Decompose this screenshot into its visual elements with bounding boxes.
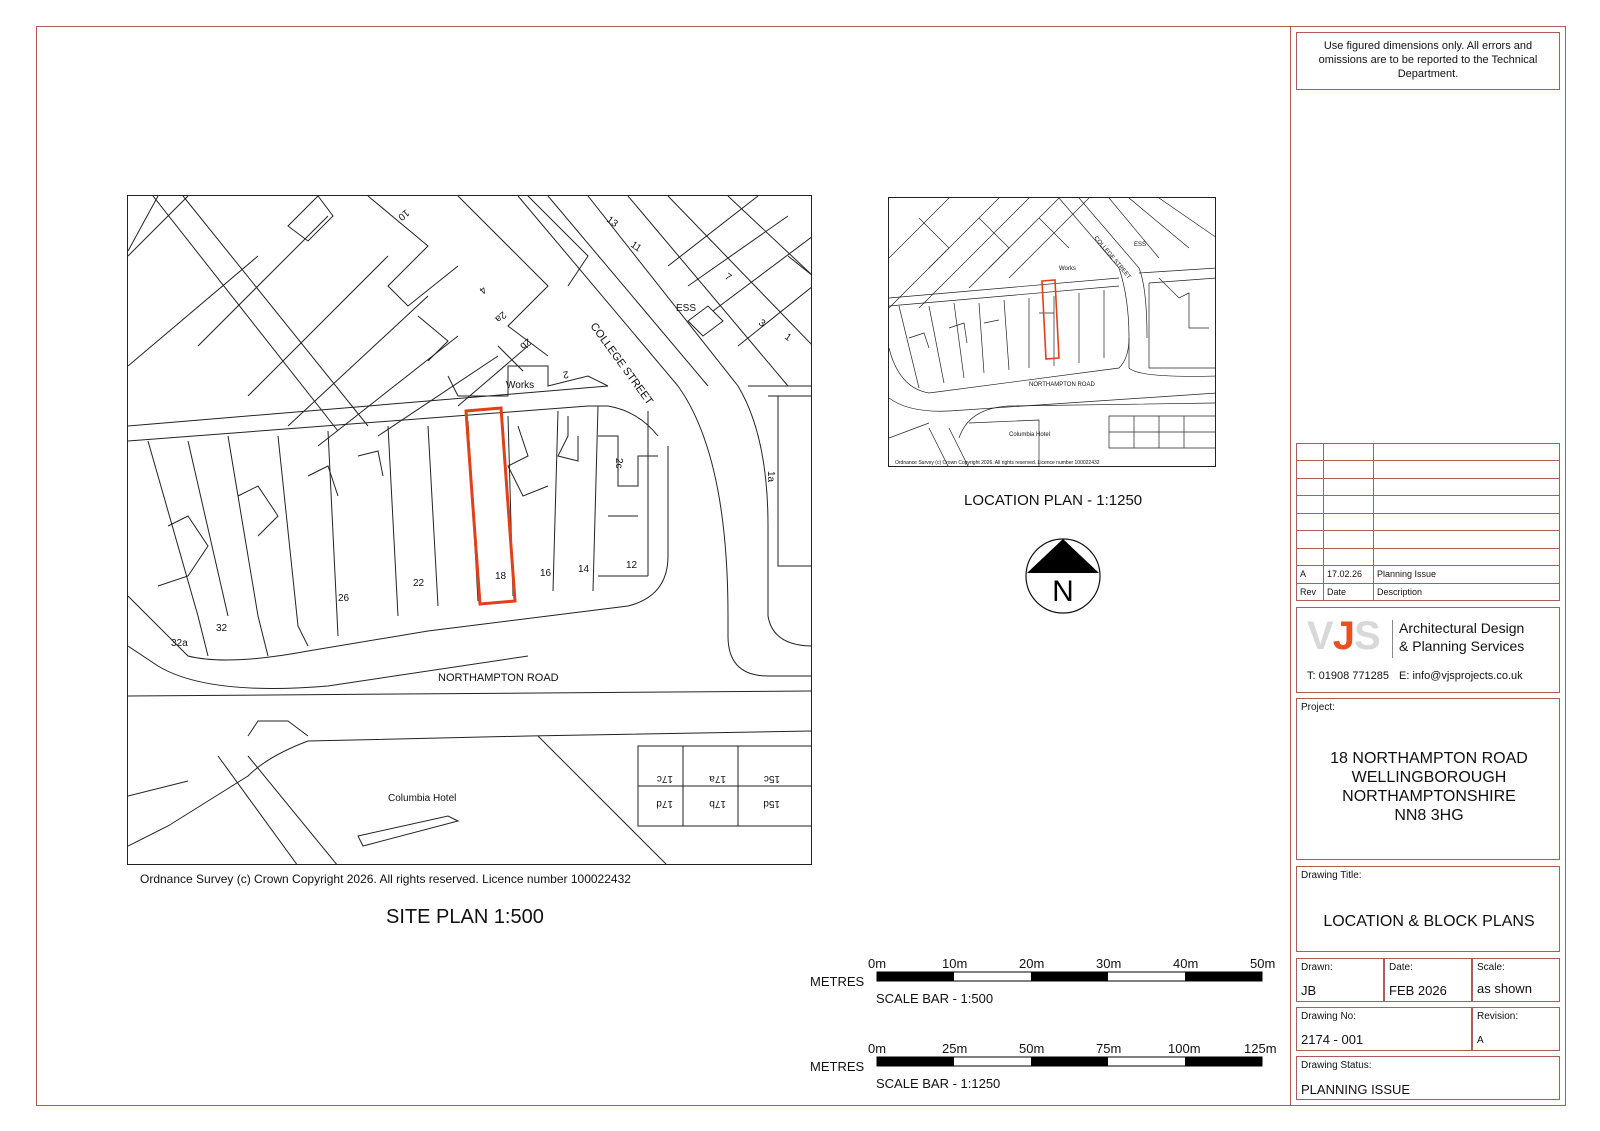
label-32a: 32a [171,638,188,649]
site-plan-title: SITE PLAN 1:500 [386,906,544,928]
label-15d: 15d [763,798,780,809]
project-line-3: NORTHAMPTONSHIRE [1342,788,1516,805]
scale-2-tick-1: 25m [942,1041,968,1056]
label-ess: ESS [676,303,697,314]
north-letter: N [1052,575,1074,608]
label-northampton-road: NORTHAMPTON ROAD [438,672,559,684]
north-arrow-icon [1024,537,1102,615]
location-plan-map [888,197,1216,467]
label-columbia-hotel: Columbia Hotel [388,793,457,804]
label-2c: 2c [613,458,624,469]
label-16: 16 [540,568,552,579]
scale-bar-2-caption: SCALE BAR - 1:1250 [876,1076,1001,1091]
scale-1-tick-0: 0m [868,956,887,971]
label-1: 1 [782,331,794,344]
drawing-status-label: Drawing Status: [1301,1060,1372,1071]
label-17c: 17c [656,773,673,784]
label-17b: 17b [709,798,726,809]
site-plan-drawing [128,196,812,865]
loc-label-works: Works [1059,266,1076,272]
scale-box [1472,958,1560,1002]
project-line-2: WELLINGBOROUGH [1351,769,1507,786]
revision-description: Planning Issue [1374,566,1560,583]
logo-divider [1392,620,1393,658]
company-name-line2: & Planning Services [1399,638,1525,654]
site-plan-map [127,195,812,865]
scale-bar-2 [810,1037,1280,1097]
scale-bar-2-unit: METRES [810,1059,865,1074]
label-17d: 17d [656,798,673,809]
scale-2-tick-3: 75m [1096,1041,1122,1056]
revision-header-description: Description [1374,583,1560,601]
revision-date: 17.02.26 [1324,566,1374,583]
scale-bar-1-unit: METRES [810,974,865,989]
revision-box [1472,1007,1560,1051]
label-2: 2 [562,368,570,380]
company-phone: T: 01908 771285 [1307,670,1389,682]
label-14: 14 [578,564,590,575]
scale-1-tick-2: 20m [1019,956,1045,971]
label-32: 32 [216,623,228,634]
scale-bar-1 [810,952,1280,1012]
location-plan-drawing [889,198,1216,467]
drawing-no-value: 2174 - 001 [1301,1032,1364,1047]
scale-1-tick-3: 30m [1096,956,1122,971]
scale-1-tick-4: 40m [1173,956,1199,971]
label-22: 22 [413,578,425,589]
label-11: 11 [628,239,644,255]
drawing-status-box [1296,1056,1560,1100]
site-plan-copyright: Ordnance Survey (c) Crown Copyright 2026. All rights reserved. Licence number 100022432 [140,872,631,886]
date-value: FEB 2026 [1389,983,1447,998]
label-10: 10 [395,206,412,223]
drawn-label: Drawn: [1301,962,1333,973]
project-box [1296,698,1560,860]
drawing-title-label: Drawing Title: [1301,870,1362,881]
label-15c: 15c [763,773,780,784]
revision-header-rev: Rev [1297,583,1324,601]
scale-bar-1-caption: SCALE BAR - 1:500 [876,991,994,1006]
label-18: 18 [495,571,507,582]
drawn-box [1296,958,1384,1002]
revision-label: Revision: [1477,1011,1519,1022]
scale-2-tick-5: 125m [1244,1041,1277,1056]
revision-value: A [1477,1035,1484,1046]
scale-label: Scale: [1477,962,1505,973]
label-1a: 1a [765,471,776,483]
drawing-status-value: PLANNING ISSUE [1301,1082,1411,1097]
date-label: Date: [1389,962,1413,973]
label-12: 12 [626,560,638,571]
scale-2-tick-4: 100m [1168,1041,1201,1056]
scale-2-tick-0: 0m [868,1041,887,1056]
project-line-4: NN8 3HG [1394,807,1464,824]
revision-header-date: Date [1324,583,1374,601]
revision-rev: A [1297,566,1324,583]
location-plan-title: LOCATION PLAN - 1:1250 [964,492,1143,509]
north-arrow [1024,537,1102,615]
drawing-title-box [1296,866,1560,952]
revision-table [1296,443,1560,601]
loc-label-college-street: COLLEGE STREET [1092,235,1132,281]
label-17a: 17a [709,773,726,784]
drawn-value: JB [1301,983,1317,998]
scale-value: as shown [1477,981,1532,996]
notes-box [1296,32,1560,90]
revision-row [1297,566,1560,583]
drawing-no-box [1296,1007,1472,1051]
drawing-no-label: Drawing No: [1301,1011,1357,1022]
revision-header-row [1297,583,1560,601]
date-box [1384,958,1472,1002]
drawing-title-value: LOCATION & BLOCK PLANS [1323,913,1535,930]
label-26: 26 [338,593,350,604]
disclaimer-text: Use figured dimensions only. All errors and omissions are to be reported to the Technical Department. [1318,40,1538,80]
company-box [1296,607,1560,693]
loc-label-northampton-road: NORTHAMPTON ROAD [1029,382,1095,388]
label-7: 7 [722,271,734,284]
company-email: E: info@vjsprojects.co.uk [1399,670,1523,682]
location-plan-copyright: Ordnance Survey (c) Crown Copyright 2026. All rights reserved. Licence number 100022432 [895,460,1100,466]
label-4: 4 [476,283,489,296]
project-line-1: 18 NORTHAMPTON ROAD [1330,750,1528,767]
scale-1-tick-1: 10m [942,956,968,971]
label-3: 3 [756,317,768,330]
scale-2-tick-2: 50m [1019,1041,1045,1056]
loc-label-columbia-hotel: Columbia Hotel [1009,432,1051,438]
title-block-divider [1290,26,1291,1106]
company-name-line1: Architectural Design [1399,620,1525,636]
label-2b: 2b [517,335,534,352]
scale-1-tick-5: 50m [1250,956,1276,971]
label-works: Works [506,380,535,391]
site-boundary [466,408,515,604]
company-logo: VJS [1307,614,1380,658]
label-college-street: COLLEGE STREET [587,320,656,408]
project-label: Project: [1301,702,1335,713]
label-13: 13 [604,214,620,230]
label-2a: 2a [492,308,509,325]
loc-label-ess: ESS [1134,242,1147,248]
